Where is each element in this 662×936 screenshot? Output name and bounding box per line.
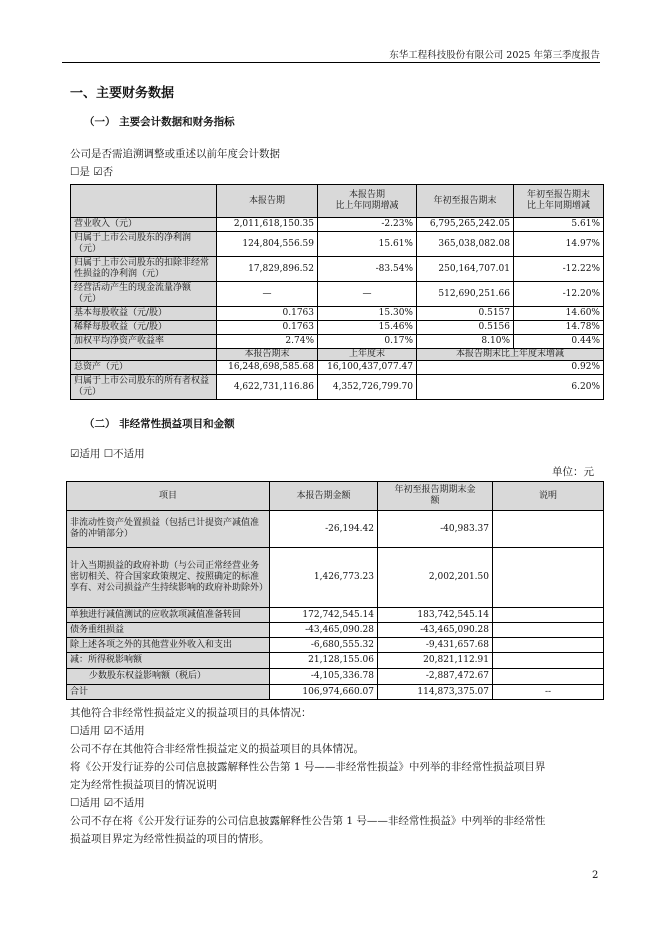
cell-value: 365,038,082.08 [417,232,514,257]
note-cell [493,548,604,608]
cell-value: 6,795,265,242.05 [417,218,514,232]
column-header: 年初至报告期期末金 额 [378,482,493,511]
table-row [67,638,604,653]
cell-value: 0.17% [318,335,417,349]
note-cell [493,623,604,638]
unit-label: 单位：元 [552,466,594,478]
cell-value: — [217,282,318,307]
row-label: 经营活动产生的现金流量净额（元） [71,282,217,307]
cell-value: 16,100,437,077.47 [318,361,417,375]
cell-value: 0.1763 [217,321,318,335]
column-header: 上年度末 [318,349,417,361]
table-row [67,623,604,638]
subsection-title-2: （二） 非经常性损益项目和金额 [84,418,235,430]
cell-value: 8.10% [417,335,514,349]
cell-value: 114,873,375.07 [378,685,493,700]
cell-value: 15.30% [318,307,417,321]
notes-line-6: 损益项目界定为经常性损益的项目的情形。 [70,833,270,845]
table-row [71,232,604,257]
table-row [71,282,604,307]
cell-value: 15.46% [318,321,417,335]
cell-value: 4,622,731,116.86 [217,375,318,400]
cell-value: -9,431,657.68 [378,638,493,653]
cell-value: -2,887,472.67 [378,669,493,685]
table-row [67,608,604,623]
table-row [71,218,604,232]
cell-value: 0.1763 [217,307,318,321]
cell-value: 21,128,155.06 [270,653,378,669]
cell-value: 20,821,112.91 [378,653,493,669]
row-label: 归属于上市公司股东的扣除非经常性损益的净利润（元） [71,257,217,282]
table-row [71,361,604,375]
row-label: 归属于上市公司股东的所有者权益（元） [71,375,217,400]
cell-value: 5.61% [514,218,604,232]
column-header: 项目 [67,482,270,511]
table-row [67,511,604,548]
cell-value: 0.92% [417,361,604,375]
row-label: 计入当期损益的政府补助（与公司正常经营业务密切相关、符合国家政策规定、按照确定的标准享有、对公司损益产生持续影响的政府补助除外） [67,548,270,608]
cell-value: 0.5157 [417,307,514,321]
cell-value: 2,011,618,150.35 [217,218,318,232]
column-header: 本报告期 [217,185,318,218]
row-label: 单独进行减值测试的应收款项减值准备转回 [67,608,270,623]
row-label: 归属于上市公司股东的净利润（元） [71,232,217,257]
page-header: 东华工程科技股份有限公司 2025 年第三季度报告 [389,50,600,61]
table-row [71,335,604,349]
cell-value: 0.44% [514,335,604,349]
cell-value: 1,426,773.23 [270,548,378,608]
cell-value: 512,690,251.66 [417,282,514,307]
cell-value: -4,105,336.78 [270,669,378,685]
row-label: 总资产（元） [71,361,217,375]
row-label: 营业收入（元） [71,218,217,232]
nonrecurring-items-table [66,481,604,700]
column-header [71,185,217,218]
section-title: 一、主要财务数据 [70,86,175,101]
cell-value: 16,248,698,585.68 [217,361,318,375]
notes-options-1: ☐适用 ☑不适用 [70,725,145,737]
column-header: 年初至报告期末 [417,185,514,218]
cell-value: 2,002,201.50 [378,548,493,608]
row-label: 基本每股收益（元/股） [71,307,217,321]
cell-value: 15.61% [318,232,417,257]
row-label: 债务重组损益 [67,623,270,638]
table-row [67,548,604,608]
cell-value: 14.97% [514,232,604,257]
cell-value: 250,164,707.01 [417,257,514,282]
notes-line-5: 公司不存在将《公开发行证券的公司信息披露解释性公告第 1 号——非经常性损益》中列举的非经常性 [70,815,546,827]
column-header: 说明 [493,482,604,511]
row-label: 合计 [67,685,270,700]
column-header: 本报告期末比上年度末增减 [417,349,604,361]
table-header-row [71,349,604,361]
cell-value: 183,742,545.14 [378,608,493,623]
row-label: 除上述各项之外的其他营业外收入和支出 [67,638,270,653]
table-row [71,321,604,335]
cell-value: -83.54% [318,257,417,282]
cell-value: 0.5156 [417,321,514,335]
table-row [67,685,604,700]
cell-value: -12.22% [514,257,604,282]
note-cell [493,653,604,669]
cell-value: -12.20% [514,282,604,307]
cell-value: 106,974,660.07 [270,685,378,700]
cell-value: -2.23% [318,218,417,232]
table-row [71,375,604,400]
retro-question: 公司是否需追溯调整或重述以前年度会计数据 [70,148,280,160]
cell-value: -43,465,090.28 [378,623,493,638]
notes-options-2: ☐适用 ☑不适用 [70,797,145,809]
column-header: 本报告期 比上年同期增减 [318,185,417,218]
note-cell [493,638,604,653]
cell-value: 2.74% [217,335,318,349]
table-header-row [67,482,604,511]
header-divider [62,62,600,63]
subsection-title-1: （一） 主要会计数据和财务指标 [84,116,235,128]
table-header-row [71,185,604,218]
row-label: 稀释每股收益（元/股） [71,321,217,335]
table-row [71,307,604,321]
applicable-options-1: ☑适用 ☐不适用 [70,448,145,460]
cell-value: -6,680,555.32 [270,638,378,653]
notes-line-4: 定为经常性损益项目的情况说明 [70,779,217,791]
cell-value: 14.60% [514,307,604,321]
column-header: 本报告期末 [217,349,318,361]
table-row [67,669,604,685]
cell-value: -43,465,090.28 [270,623,378,638]
column-header [71,349,217,361]
column-header: 本报告期金额 [270,482,378,511]
note-cell [493,669,604,685]
cell-value: -40,983.37 [378,511,493,548]
cell-value: 17,829,896.52 [217,257,318,282]
cell-value: — [318,282,417,307]
row-label: 加权平均净资产收益率 [71,335,217,349]
cell-value: 172,742,545.14 [270,608,378,623]
financial-indicators-table [70,184,604,400]
column-header: 年初至报告期末 比上年同期增减 [514,185,604,218]
cell-value: 14.78% [514,321,604,335]
notes-line-2: 公司不存在其他符合非经常性损益定义的损益项目的具体情况。 [70,743,364,755]
notes-line-3: 将《公开发行证券的公司信息披露解释性公告第 1 号——非经常性损益》中列举的非经常性损益项目界 [70,761,546,773]
note-cell [493,511,604,548]
row-label: 非流动性资产处置损益（包括已计提资产减值准备的冲销部分） [67,511,270,548]
retro-options: ☐是 ☑否 [70,166,114,178]
row-label: 减：所得税影响额 [67,653,270,669]
cell-value: -26,194.42 [270,511,378,548]
cell-value: 124,804,556.59 [217,232,318,257]
page-number: 2 [592,870,599,881]
cell-value: 6.20% [417,375,604,400]
notes-line-1: 其他符合非经常性损益定义的损益项目的具体情况： [70,707,312,719]
table-row [67,653,604,669]
table-row [71,257,604,282]
cell-value: 4,352,726,799.70 [318,375,417,400]
note-cell: -- [493,685,604,700]
note-cell [493,608,604,623]
row-label: 少数股东权益影响额（税后） [67,669,270,685]
